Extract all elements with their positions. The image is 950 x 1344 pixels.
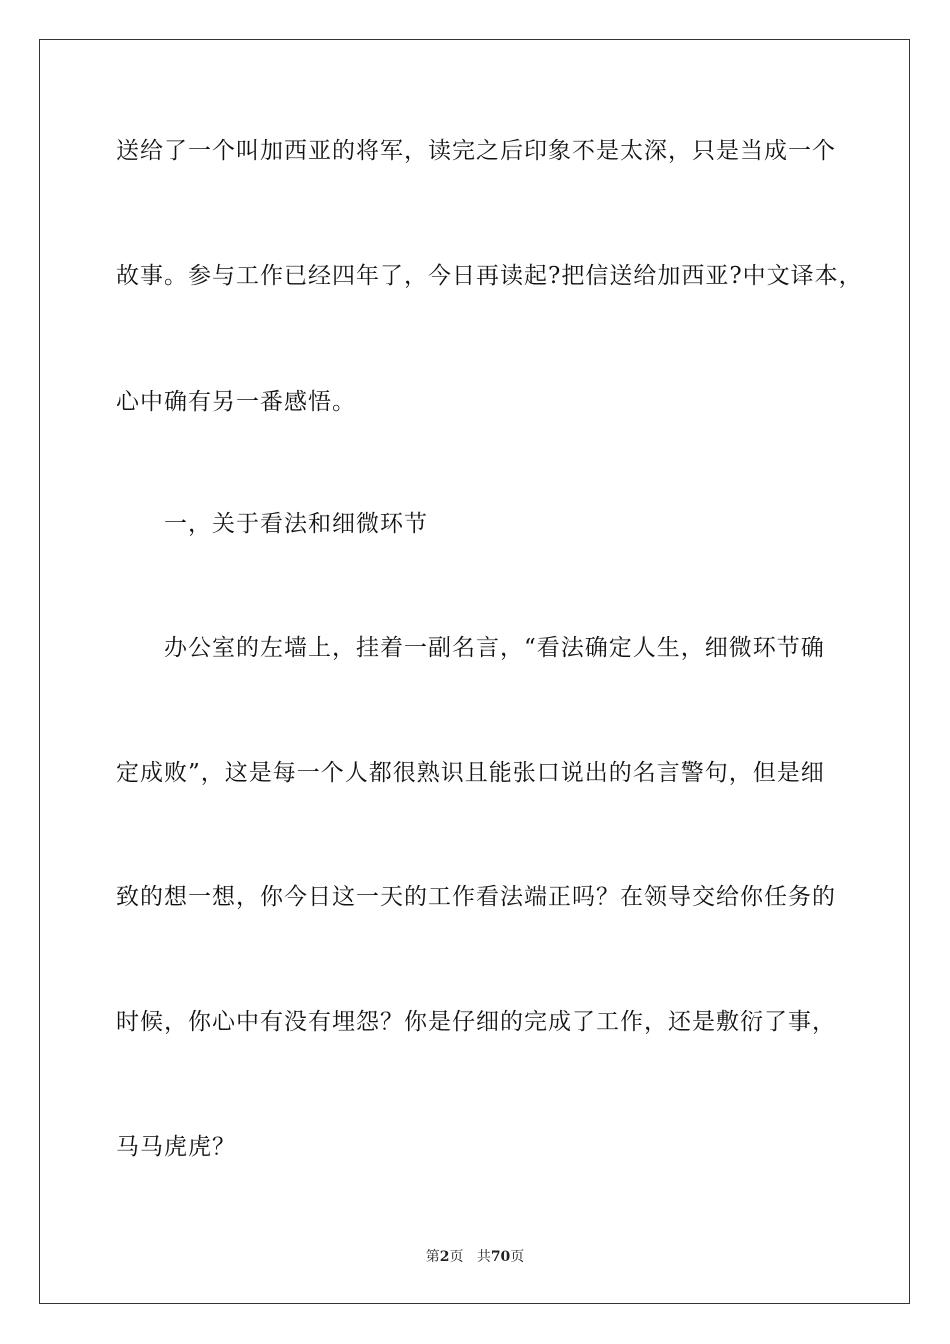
paragraph-line-4: 办公室的左墙上，挂着一副名言，“看法确定人生，细微环节确 xyxy=(164,635,825,661)
footer-total-prefix: 共 xyxy=(476,1249,491,1265)
paragraph-line-5: 定成败”，这是每一个人都很熟识且能张口说出的名言警句，但是细 xyxy=(116,760,825,786)
section-heading: 一，关于看法和细微环节 xyxy=(164,511,428,537)
footer-page-prefix: 第 xyxy=(425,1249,440,1265)
footer-total-pages: 70 xyxy=(490,1249,511,1265)
paragraph-line-6: 致的想一想，你今日这一天的工作看法端正吗？在领导交给你任务的 xyxy=(116,884,836,910)
paragraph-line-2: 故事。参与工作已经四年了，今日再读起?把信送给加西亚?中文译本， xyxy=(116,263,863,289)
paragraph-line-8: 马马虎虎？ xyxy=(116,1134,236,1160)
footer-page-number: 2 xyxy=(439,1249,450,1265)
paragraph-line-1: 送给了一个叫加西亚的将军，读完之后印象不是太深，只是当成一个 xyxy=(116,138,836,164)
paragraph-line-7: 时候，你心中有没有埋怨？你是仔细的完成了工作，还是敷衍了事， xyxy=(116,1009,836,1035)
footer-page-suffix: 页 xyxy=(449,1249,464,1265)
page-border xyxy=(39,39,910,1304)
page-footer xyxy=(0,1248,950,1266)
paragraph-line-3: 心中确有另一番感悟。 xyxy=(116,389,356,415)
footer-total-suffix: 页 xyxy=(510,1249,525,1265)
